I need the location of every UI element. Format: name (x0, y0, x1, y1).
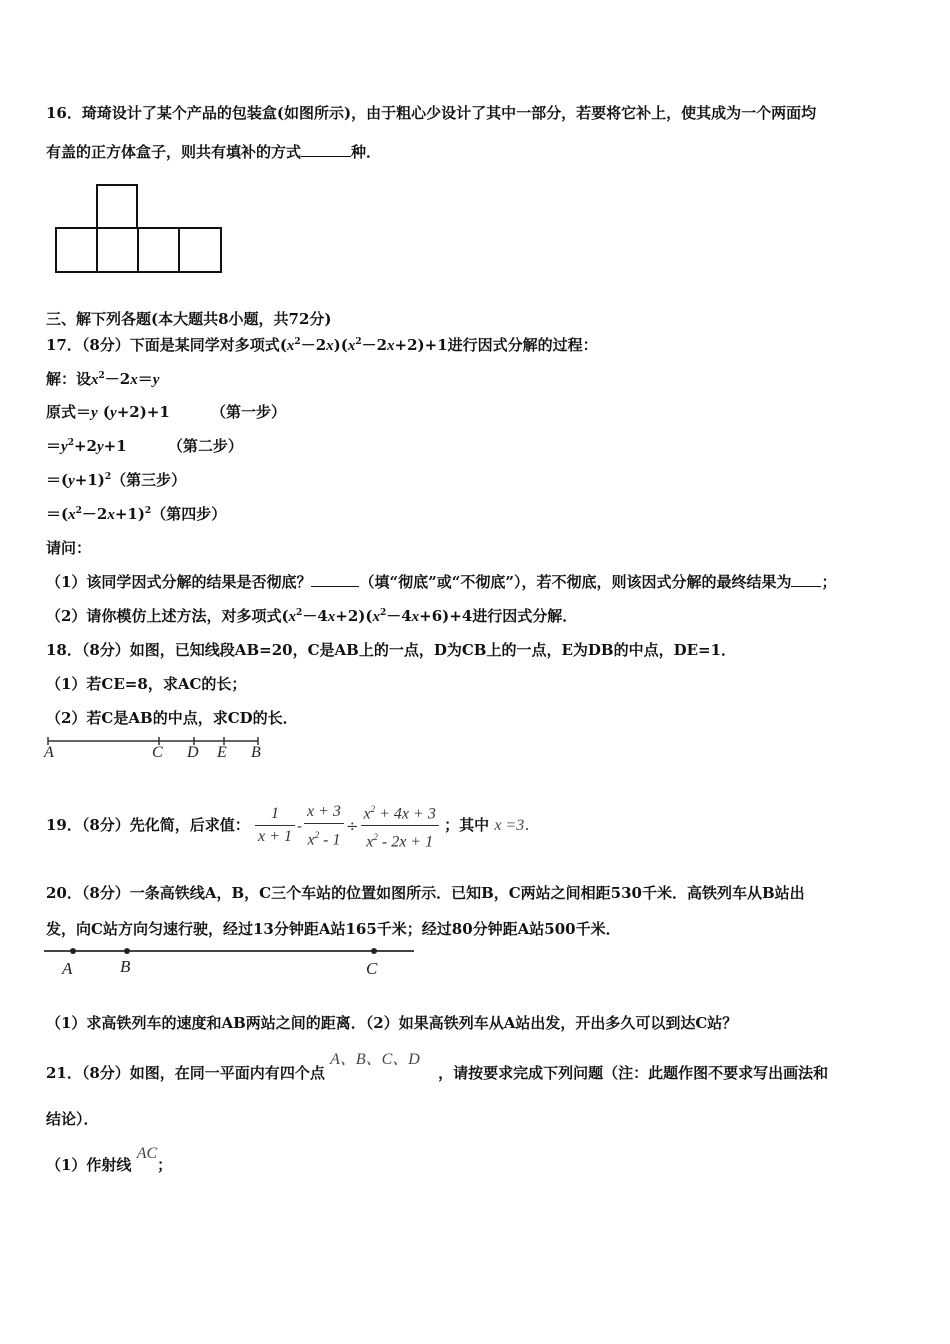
q17-ask: 请问： (46, 539, 92, 557)
q17-stem: 17．（8分）下面是某同学对多项式$(x^2-2x)(x^2-2x+2)+1$进行因式分解的过程： (46, 336, 598, 354)
q18-sub2: （2）若C是AB的中点，求CD的长． (46, 709, 298, 727)
q21-stem-pre: 21．（8分）如图，在同一平面内有四个点 (46, 1064, 325, 1082)
q17-step1-text: 原式＝ (46, 403, 92, 421)
q17-sub1 (46, 571, 836, 592)
q19-given-value: x =3． (494, 816, 541, 834)
cube-net-figure (54, 184, 226, 276)
q21-stem (46, 1051, 829, 1083)
q16-line2 (46, 141, 381, 162)
q18-label-a: A (44, 744, 54, 761)
q17-sub1-pre: （1）该同学因式分解的结果是否彻底？ (46, 573, 312, 591)
net-square-3 (138, 228, 179, 272)
q17-step4-label: （第四步） (151, 505, 227, 523)
q20-label-b: B (120, 957, 131, 976)
q20-point-c (371, 948, 377, 954)
q17-step3-label: （第三步） (111, 471, 187, 489)
q17-solution-label: 解：设 (46, 370, 92, 388)
q21-sub1-pre: （1）作射线 (46, 1156, 132, 1174)
q18-label-b: B (251, 744, 261, 761)
q19-fraction-1: $\frac{1}{x + 1}$ (255, 803, 295, 848)
q20-point-a (70, 948, 76, 954)
q20-label-c: C (366, 959, 378, 978)
q17-solution: 解：设$x^2-2x=y$ (46, 370, 160, 388)
q17-sub1-mid: （填“彻底”或“不彻底”），若不彻底，则该因式分解的最终结果为 (359, 573, 792, 591)
net-square-2 (97, 228, 138, 272)
q19-line: 19．（8分）先化简，后求值： $\frac{1}{x + 1}$ - $\frac{x + 3}{x^2 - 1}$ ÷ $\frac{x^2 + 4x + 3}{x^2 - 2x + 1}$ ；其中 x =3． (46, 798, 540, 854)
q17-stem-pre: 17．（8分）下面是某同学对多项式( (46, 336, 287, 354)
q17-blank-2 (791, 586, 821, 587)
q21-stem-post: ，请按要求完成下列问题（注：此题作图不要求写出画法和 (438, 1064, 829, 1082)
q17-sub2: （2）请你模仿上述方法，对多项式$(x^2-4x+2)(x^2-4x+6)+4$进行因式分解． (46, 607, 578, 625)
q17-sub1-end: ； (821, 573, 837, 591)
q19-suffix: ；其中 (444, 815, 490, 834)
net-square-top (97, 185, 137, 228)
q17-step3: $=(y+1)^2$（第三步） (46, 471, 187, 489)
q16-answer-blank (301, 156, 351, 157)
q19-fraction-3: $\frac{x^2 + 4x + 3}{x^2 - 2x + 1}$ (361, 798, 439, 854)
q17-step2: $=y^2+2y+1$ （第二步） (46, 437, 243, 455)
q20-line-figure (40, 944, 420, 980)
q17-step4: $=(x^2-2x+1)^2$（第四步） (46, 505, 227, 523)
q16-line2-post: 种． (351, 143, 382, 161)
q20-subquestions: （1）求高铁列车的速度和AB两站之间的距离．（2）如果高铁列车从A站出发，开出多久可以到达C站？ (46, 1014, 738, 1032)
q21-line2: 结论）． (46, 1110, 99, 1128)
q21-sub1 (46, 1145, 173, 1175)
q17-stem-post: )+1进行因式分解的过程： (417, 336, 598, 354)
q20-label-a: A (62, 959, 73, 978)
section3-title: 三、解下列各题(本大题共8小题，共72分) (46, 310, 332, 328)
q19-prefix: 19．（8分）先化简，后求值： (46, 815, 250, 834)
q17-step1-label: （第一步） (211, 403, 287, 421)
q16-line2-pre: 有盖的正方体盒子，则共有填补的方式 (46, 143, 302, 161)
q17-step2-label: （第二步） (167, 437, 243, 455)
q16-line1: 16．琦琦设计了某个产品的包装盒(如图所示)，由于粗心少设计了其中一部分，若要将它补上，使其成为一个两面均 (46, 104, 817, 122)
net-square-1 (56, 228, 97, 272)
q17-step1: 原式＝y (y+2)+1 （第一步） (46, 403, 287, 421)
q18-segment-figure (40, 735, 270, 765)
net-square-4 (179, 228, 221, 272)
q21-points: A、B、C、D (330, 1051, 420, 1068)
q18-stem: 18．（8分）如图，已知线段AB=20，C是AB上的一点，D为CB上的一点，E为DB的中点，DE=1． (46, 641, 737, 659)
q20-point-b (124, 948, 130, 954)
q20-line2: 发，向C站方向匀速行驶，经过13分钟距A站165千米；经过80分钟距A站500千米． (46, 920, 621, 938)
q19-fraction-2: $\frac{x + 3}{x^2 - 1}$ (304, 801, 344, 851)
q17-blank-1 (311, 586, 359, 587)
q18-label-e: E (217, 744, 227, 761)
q20-line1: 20．（8分）一条高铁线A，B，C三个车站的位置如图所示．已知B，C两站之间相距530千米．高铁列车从B站出 (46, 884, 805, 902)
q18-label-d: D (187, 744, 199, 761)
q21-ray-label: AC (136, 1145, 158, 1162)
q17-sub2-pre: （2）请你模仿上述方法，对多项式( (46, 607, 289, 625)
q18-label-c: C (152, 744, 163, 761)
q21-sub1-post: ； (157, 1156, 173, 1174)
q18-sub1: （1）若CE=8，求AC的长； (46, 675, 247, 693)
q17-sub2-post: +6)+4进行因式分解． (419, 607, 578, 625)
